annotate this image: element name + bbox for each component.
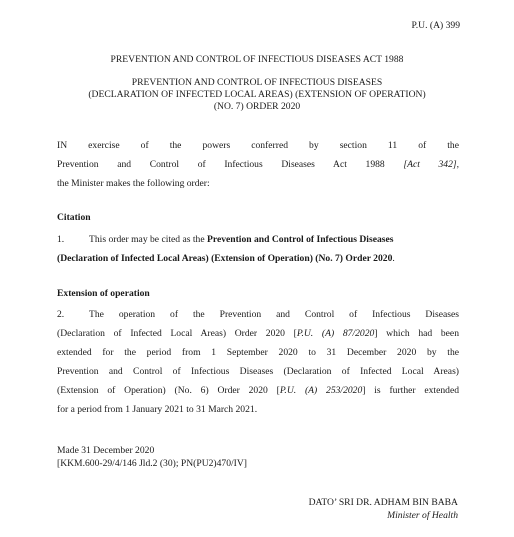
- citation-line-1: 1. This order may be cited as the Prevention and Control of Infectious Diseases: [57, 230, 459, 249]
- act-title: PREVENTION AND CONTROL OF INFECTIOUS DISEASES ACT 1988: [110, 54, 404, 65]
- extension-line-4: Prevention and Control of Infectious Diseases (Declaration of Infected Local Areas): [57, 366, 459, 377]
- enacting-line-2: Prevention and Control of Infectious Diseases Act 1988 [Act 342],: [57, 159, 460, 170]
- made-date: Made 31 December 2020: [57, 445, 155, 456]
- citation-title-bold: (Declaration of Infected Local Areas) (Extension of Operation) (No. 7) Order 2020: [57, 253, 393, 264]
- extension-heading: Extension of operation: [57, 288, 150, 299]
- file-reference: [KKM.600-29/4/146 Jld.2 (30); PN(PU2)470/IV]: [57, 458, 248, 469]
- order-title: [0, 77, 514, 113]
- extension-paragraph: [57, 305, 459, 419]
- paragraph-number: 2.: [57, 309, 65, 320]
- citation-title-bold: Prevention and Control of Infectious Diseases: [207, 234, 394, 245]
- citation-paragraph: [57, 230, 459, 268]
- extension-line-3: extended for the period from 1 September 2020 to 31 December 2020 by the: [57, 347, 459, 358]
- citation-line-2: (Declaration of Infected Local Areas) (Extension of Operation) (No. 7) Order 2020.: [57, 253, 395, 264]
- act-reference: [Act 342],: [403, 159, 460, 170]
- made-date-block: [57, 444, 459, 470]
- order-title-line: (DECLARATION OF INFECTED LOCAL AREAS) (EXTENSION OF OPERATION): [88, 89, 426, 100]
- signatory-title: Minister of Health: [387, 510, 458, 521]
- paragraph-number: 1.: [57, 234, 65, 245]
- document-reference: P.U. (A) 399: [411, 20, 460, 31]
- signature-block: [309, 496, 458, 522]
- enacting-line-3: the Minister makes the following order:: [57, 178, 210, 189]
- citation-heading: Citation: [57, 212, 91, 223]
- pu-reference: P.U. (A) 87/2020: [296, 328, 375, 339]
- extension-line-6: for a period from 1 January 2021 to 31 March 2021.: [57, 404, 258, 415]
- pu-reference: P.U. (A) 253/2020: [279, 385, 363, 396]
- order-title-line: (NO. 7) ORDER 2020: [213, 101, 301, 112]
- extension-line-1: 2. The operation of the Prevention and Control of Infectious Diseases: [57, 305, 459, 324]
- order-title-line: PREVENTION AND CONTROL OF INFECTIOUS DISEASES: [131, 77, 383, 88]
- signatory-name: DATO’ SRI DR. ADHAM BIN BABA: [308, 497, 458, 508]
- extension-line-5: (Extension of Operation) (No. 6) Order 2020 [P.U. (A) 253/2020] is further extended: [57, 385, 459, 396]
- enacting-line-1: IN exercise of the powers conferred by section 11 of the: [57, 140, 459, 151]
- enacting-clause: [57, 136, 459, 193]
- extension-line-2: (Declaration of Infected Local Areas) Order 2020 [P.U. (A) 87/2020] which had been: [57, 328, 459, 339]
